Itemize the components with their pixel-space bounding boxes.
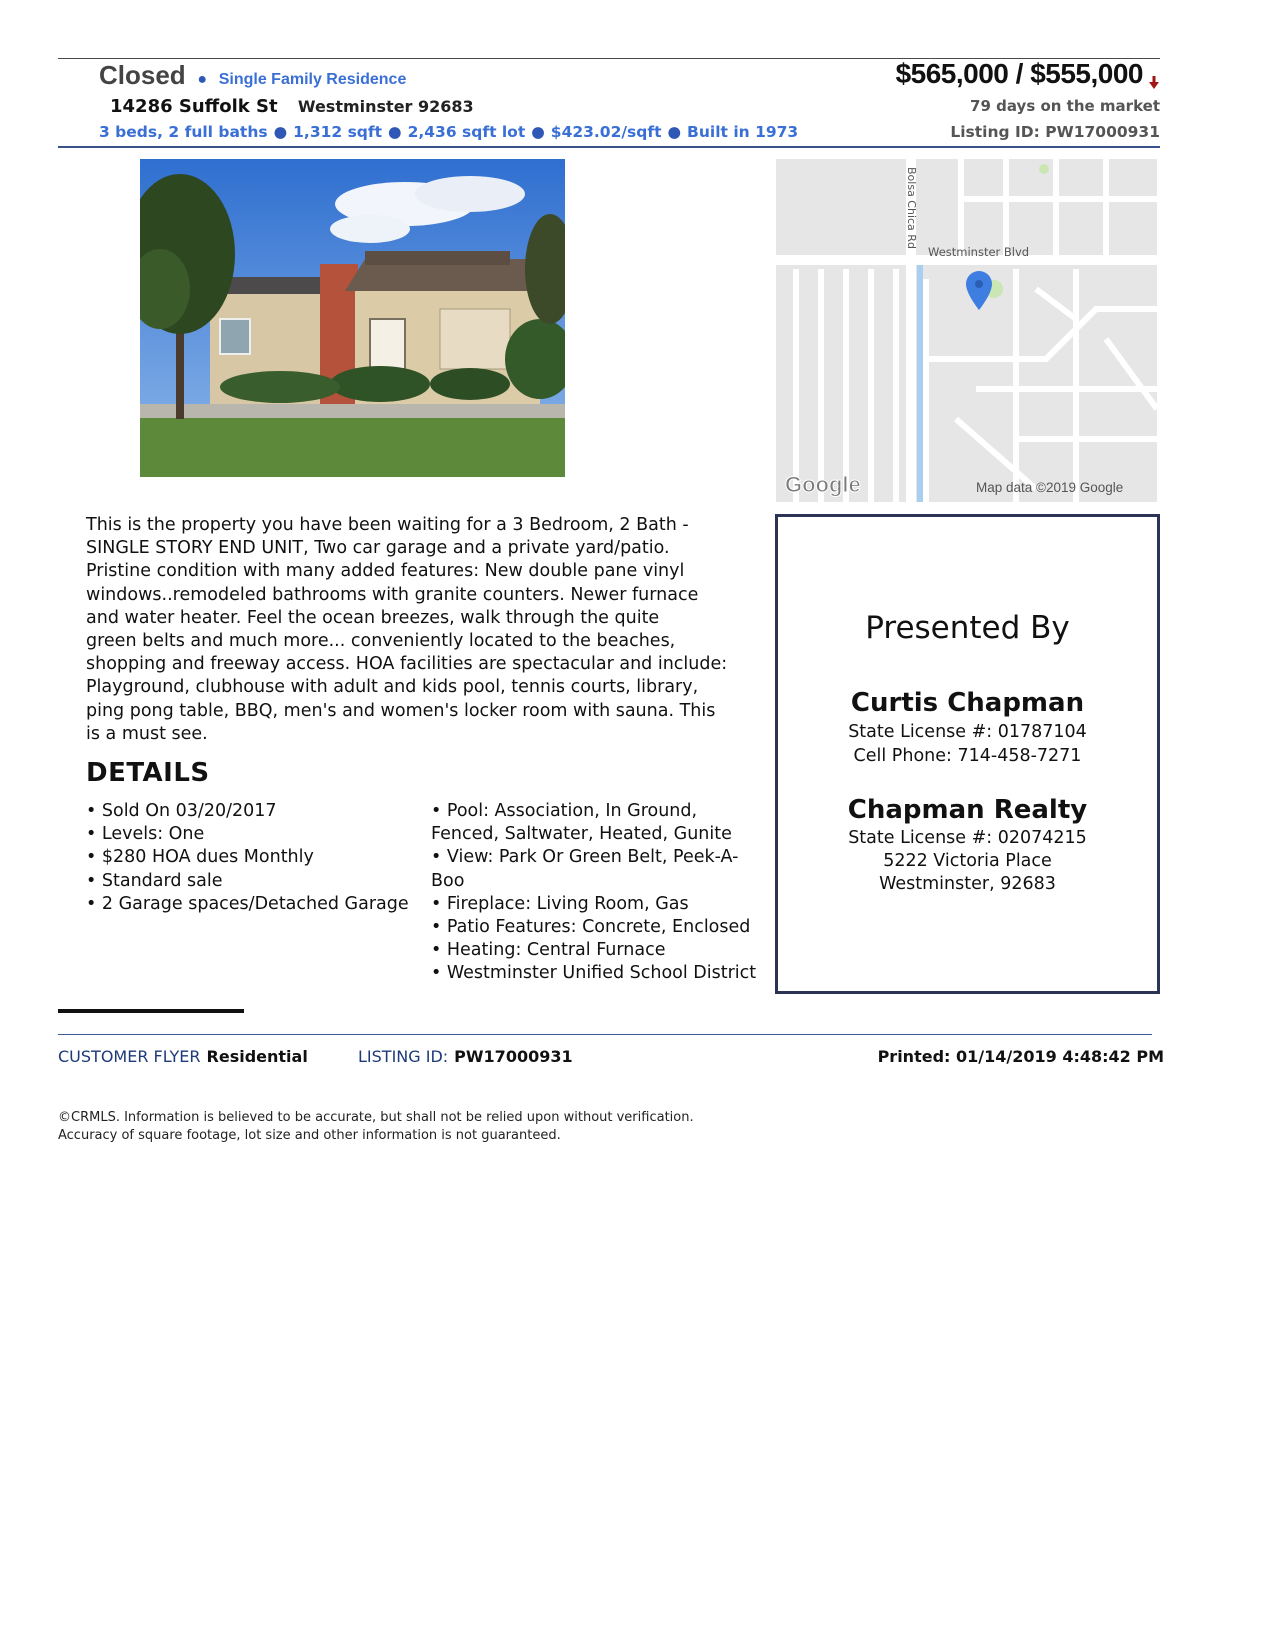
- map-road-label-vertical: Bolsa Chica Rd: [905, 167, 918, 249]
- description-line: SINGLE STORY END UNIT, Two car garage and a private yard/patio.: [86, 538, 670, 559]
- agent-phone: Cell Phone: 714-458-7271: [853, 746, 1082, 766]
- office-name: Chapman Realty: [847, 795, 1088, 825]
- location-map[interactable]: [776, 159, 1157, 502]
- bullet-icon: ●: [192, 71, 212, 88]
- fact-price-per-sqft: $423.02/sqft: [550, 123, 662, 141]
- detail-item: • Sold On 03/20/2017: [86, 801, 277, 821]
- detail-item: • Pool: Association, In Ground,: [431, 801, 698, 821]
- bullet-icon: ●: [531, 123, 545, 141]
- section-divider: [58, 1009, 244, 1013]
- bullet-icon: ●: [273, 123, 288, 141]
- days-on-market: 79 days on the market: [970, 97, 1160, 115]
- detail-item: • Patio Features: Concrete, Enclosed: [431, 917, 751, 938]
- listing-status: Closed: [99, 60, 186, 90]
- detail-item: Boo: [431, 870, 465, 891]
- list-sold-price: $565,000 / $555,000: [895, 58, 1143, 89]
- presented-by-title: Presented By: [865, 610, 1070, 646]
- map-attribution: Map data ©2019 Google: [976, 480, 1124, 495]
- description-line: Playground, clubhouse with adult and kids pool, tennis courts, library,: [86, 677, 699, 698]
- footer-flyer-value: Residential: [206, 1047, 308, 1066]
- fact-sqft: 1,312 sqft: [293, 123, 383, 141]
- office-street: 5222 Victoria Place: [883, 851, 1052, 871]
- office-license: State License #: 02074215: [848, 828, 1087, 848]
- detail-item: • $280 HOA dues Monthly: [86, 847, 314, 868]
- map-road-label-horizontal: Westminster Blvd: [928, 245, 1030, 259]
- agent-license: State License #: 01787104: [848, 722, 1087, 742]
- detail-item: • Standard sale: [86, 870, 223, 891]
- footer-flyer-type: [58, 1047, 308, 1066]
- fact-year-built: Built in 1973: [687, 123, 799, 141]
- footer-listing-value: PW17000931: [454, 1047, 573, 1066]
- listing-id: Listing ID: PW17000931: [950, 123, 1160, 141]
- description-line: ping pong table, BBQ, men's and women's locker room with sauna. This: [86, 700, 716, 721]
- detail-item: • View: Park Or Green Belt, Peek-A-: [431, 847, 739, 868]
- disclaimer: [58, 1109, 694, 1145]
- details-left-column: [86, 800, 426, 916]
- description-line: and water heater. Feel the ocean breezes, walk through the quite: [86, 607, 660, 628]
- description-line: green belts and much more... conveniently located to the beaches,: [86, 631, 676, 652]
- property-type-link[interactable]: Single Family Residence: [218, 71, 407, 88]
- header-bottom-rule: [58, 146, 1160, 148]
- street-address: 14286 Suffolk St: [110, 96, 278, 117]
- detail-item: • 2 Garage spaces/Detached Garage: [86, 893, 409, 914]
- detail-item: • Fireplace: Living Room, Gas: [431, 893, 689, 914]
- detail-item: Fenced, Saltwater, Heated, Gunite: [431, 824, 732, 845]
- detail-item: • Levels: One: [86, 824, 205, 845]
- address-line: [110, 96, 474, 117]
- footer-flyer-label: CUSTOMER FLYER: [58, 1047, 201, 1066]
- google-logo: Google: [785, 472, 861, 497]
- property-facts: [99, 123, 798, 141]
- description-line: Pristine condition with many added features: New double pane vinyl: [86, 561, 685, 582]
- bullet-icon: ●: [388, 123, 402, 141]
- detail-item: • Heating: Central Furnace: [431, 940, 666, 961]
- disclaimer-line: ©CRMLS. Information is believed to be accurate, but shall not be relied upon without verification.: [58, 1110, 694, 1125]
- details-heading: DETAILS: [86, 758, 210, 788]
- description-line: is a must see.: [86, 723, 208, 744]
- price: [896, 58, 1159, 93]
- footer-printed: Printed: 01/14/2019 4:48:42 PM: [877, 1047, 1164, 1066]
- down-arrow-icon: [1149, 76, 1159, 93]
- office-city: Westminster, 92683: [879, 874, 1056, 894]
- description-line: This is the property you have been waiting for a 3 Bedroom, 2 Bath -: [86, 515, 689, 535]
- footer-listing-id: [358, 1047, 573, 1066]
- property-photo: [140, 159, 565, 477]
- footer-listing-label: LISTING ID:: [358, 1047, 449, 1066]
- city-zip: Westminster 92683: [297, 97, 474, 116]
- disclaimer-line: Accuracy of square footage, lot size and other information is not guaranteed.: [58, 1128, 561, 1143]
- agent-name: Curtis Chapman: [850, 688, 1085, 718]
- fact-lot: 2,436 sqft lot: [407, 123, 526, 141]
- description-line: windows..remodeled bathrooms with granite counters. Newer furnace: [86, 584, 699, 605]
- details-right-column: [431, 800, 771, 986]
- detail-item: • Westminster Unified School District: [431, 963, 757, 984]
- bullet-icon: ●: [667, 123, 682, 141]
- property-description: [86, 514, 746, 746]
- footer-rule: [58, 1034, 1152, 1035]
- description-line: shopping and freeway access. HOA facilities are spectacular and include:: [86, 654, 728, 675]
- listing-header-left: [99, 60, 406, 91]
- presented-by-box: [775, 514, 1160, 994]
- fact-beds-baths: 3 beds, 2 full baths: [99, 123, 268, 141]
